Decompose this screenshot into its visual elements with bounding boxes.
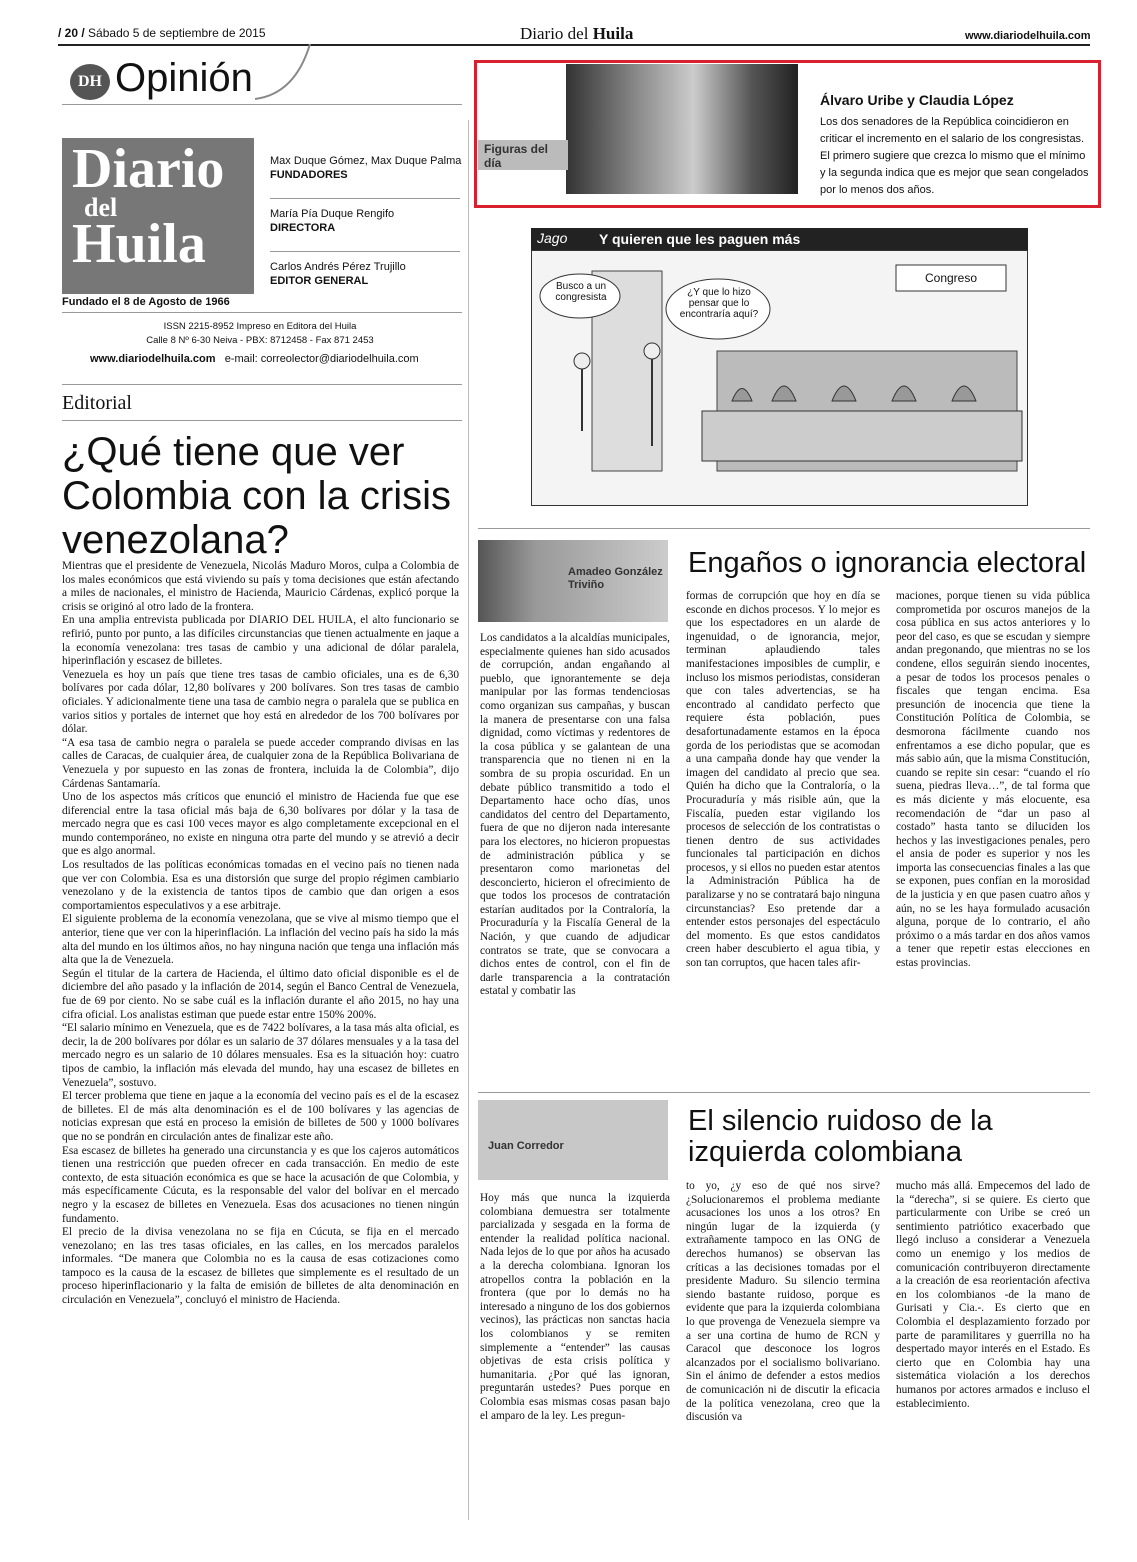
editorial-headline: ¿Qué tiene que ver Colombia con la crisis venezolana? [62,430,452,562]
page-number: 20 [64,26,79,40]
masthead-logo [62,138,254,294]
masthead-email[interactable]: e-mail: correolector@diariodelhuila.com [224,353,419,365]
speech-bubble-1: Busco a un congresista [555,281,607,303]
page-date-line: / 20 / Sábado 5 de septiembre de 2015 [58,26,266,40]
article1-col1: Los candidatos a la alcaldías municipales, especialmente quienes han sido acusados de corrupción, andan engañando al pueblo, que ignorantemente se deja manipular por las formas tendenciosas como organizan sus campañas, y buscan la manera de presentarse con una falsa dignidad, como víctimas y redentores de la cosa pública y se galantean de una transparencia que no tienen ni en la sombra de su propia oscuridad. En un debate público transmitido a todo el Departamento hace ocho días, unos candidatos del centro del Departamento, fuera de que no dijeron nada interesante para los electores, no hicieron propuestas de administración pública y se presentaron como marionetas del desconcierto, hicieron el ofrecimiento de que todos los procesos de contratación estarían auditados por la Contraloría, la Procuraduría y la Fiscalía General de la Nación, y que cuando de adjudicar contratos se trate, que se convocara a dichos entes de control, con el fin de darle transparencia a la contratación estatal y combatir las [480,632,670,998]
editorial-label-rule [62,420,462,421]
editorial-body [62,560,459,1520]
article2-title: El silencio ruidoso de la izquierda colombiana [688,1105,993,1168]
editor-role: EDITOR GENERAL [270,275,369,287]
masthead-line3: Huila [72,213,206,276]
editorial-paragraph: Venezuela es hoy un país que tiene tres tasas de cambio oficiales, una es de 6,30 bolívares por cada dólar, 12,80 bolívares y 200 bolívares. Son tres tasas de cambio oficiales. Y adicionalmente tiene una tasa de cambio negra o paralela que se publica en varios sitios y portales de internet que hoy está en alrededor de los 700 bolívares por dólar. [62,668,459,736]
article-separator [478,1092,1090,1093]
masthead-line1: Diario [72,138,225,200]
editorial-paragraph: Los resultados de las políticas económicas tomadas en el vecino país no tienen nada que ver con Colombia. Esa es una distorsión que surge del propio régimen cambiario venezolano y de la existencia de tantos tipos de cambio que dan origen a esos comportamientos especulativos y a ese arbitraje. [62,859,459,912]
contact-line [90,353,419,365]
director-role: DIRECTORA [270,222,336,234]
cartoon-author: Jago [537,230,568,246]
article2-author: Juan Corredor [488,1140,564,1152]
paper-name-bold: Huila [592,24,634,43]
cartoon-title: Y quieren que les paguen más [599,231,801,247]
paper-name-header [520,24,633,44]
cartoon-title-bar [531,228,1028,250]
issn-line: ISSN 2215-8952 Impreso en Editora del Huila [163,321,357,332]
staff-separator [270,198,460,199]
articles-top-rule [478,528,1090,529]
editorial-top-rule [62,384,462,385]
issue-date: Sábado 5 de septiembre de 2015 [88,26,266,40]
article1-col3: maciones, porque tienen su vida pública comprometida por oscuros manejos de la cosa pública en sus actos anteriores y lo peor del caso, es que se escudan y siempre andan pregonando, que mientras no se los condene, ellos seguirán siendo inocentes, a pesar de todos los procesos penales o fiscales que tengan encima. Esa presunción de inocencia que tiene la Constitución Política de Colombia, se desmorona fácilmente cuando nos enfrentamos a ese dicho popular, que es más sabio aún, que la misma Constitución, cuando se repite sin cesar: “cuando el río suena, piedras lleva…”, de tal forma que es más diciente y más elocuente, esa recomendación de “dar un paso al costado” hasta tanto se diluciden los hechos y las investigaciones penales, pero el ansia de poder es superior y nos les importa las consecuencias finales a las que se exponen, pues confían en la morosidad de la justicia y en que pasen cuatro años y aún, no se les haya formulado acusación alguna, porque de lo contrario, el año próximo o a más tardar en dos años vamos a tener que repetir estas elecciones en estas provincias. [896,590,1090,970]
article2-col3: mucho más allá. Empecemos del lado de la “derecha”, si se quiere. Es cierto que particularmente con Uribe se creó un sentimiento patriótico exacerbado que llegó incluso a considerar a Venezuela como un enemigo y los medios de comunicación contribuyeron directamente a la creación de esa reorientación afectiva en los colombianos -de la mano de Gurisati y Cia.-. Es cierto que en Colombia el desplazamiento forzado por parte de paramilitares y guerrilla no ha despertado mayor interés en el Estado. Es cierto que en Colombia hay una sistemática violación a los derechos humanos por actores armados e incluso el establecimiento. [896,1180,1090,1410]
figures-photo [566,64,798,194]
figures-names: Álvaro Uribe y Claudia López [820,92,1014,108]
founders-role: FUNDADORES [270,169,348,181]
editorial-paragraph: “El salario mínimo en Venezuela, que es de 7422 bolívares, a la tasa más alta oficial, es decir, la de 200 bolívares por dólar es un salario de 37 dólares mensuales y a la tasa del mercado negro es un salario de 10 dólares mensuales. Esa es la situación hoy: cuatro tipos de cambio, la inflación más elevada del mundo, hay una escasez de billetes en Venezuela”, sostuvo. [62,1022,459,1089]
editorial-paragraph: Mientras que el presidente de Venezuela, Nicolás Maduro Moros, culpa a Colombia de los males económicos que está viviendo su país y toma decisiones que están afectando a miles de nacionales, el ministro de Hacienda, Mauricio Cárdenas, explicó porque la crisis se originó al otro lado de la frontera. [62,560,459,613]
section-rule [62,104,462,105]
congreso-sign: Congreso [924,271,978,285]
editorial-paragraph: El tercer problema que tiene en jaque a la economía del vecino país es el de la escasez de billetes. El de más alta denominación es el de 100 bolívares y las agencias de noticias expresan que está en proceso la emisión de billetes de 500 y 1000 bolívares que no se pondrán en circulación antes de finalizar este año. [62,1090,459,1143]
article1-col2: formas de corrupción que hoy en día se esconde en dichos procesos. Y lo mejor es que los espectadores en un alarde de ingenuidad, o de ignorancia, mejor, terminan aplaudiendo tales manifestaciones imposibles de cumplir, e incluso los mismos periodistas, consideran que con tales advertencias, se ha encontrado al candidato perfecto que requiere ésta población, pues desafortunadamente estamos en la época gorda de los periodistas que se acomodan a una campaña donde hay que vender la imagen del candidato al precio que sea. Quién ha dicho que la Contraloría, o la Procuraduría y más risible aún, que la Fiscalía, pueden estar vigilando los procesos de selección de los contratistas o tienen dentro de sus actividades funcionales tal participación en dichos procesos, y si ellos no pueden estar atentos la Administración Pública ha de paralizarse y no se contratará bajo ninguna circunstancias? Eso pretende dar a entender estos personajes del espectáculo del momento. Es que estos candidatos creen haber descubierto el agua tibia, y son tan corruptos, que hacen tales afir- [686,590,880,970]
column-divider [468,120,469,1520]
cartoon-illustration [531,250,1028,506]
article1-author: Amadeo González Triviño [568,566,663,591]
section-corner-decoration [255,44,315,104]
figures-label: Figuras del día [478,140,568,170]
staff-separator [270,251,460,252]
editorial-paragraph: El precio de la divisa venezolana no se fija en Cúcuta, se fija en el mercado venezolano; en las tres tasas oficiales, en las calles, en los mercados paralelos informales. “De manera que Colombia no es la causa de esas cotizaciones como tampoco es la causa de la escasez de billetes que simplemente es el resultado de un proceso hiperinflacionario y la falta de emisión de billetes de alta denominación en circulación en Venezuela”, concluyó el ministro de Hacienda. [62,1226,459,1307]
masthead-line2: del [84,192,118,222]
editorial-paragraph: “A esa tasa de cambio negra o paralela se puede acceder comprando divisas en las calles de Caracas, de cualquier área, de cualquier zona de la República Bolivariana de Venezuela y por supuesto en las zonas de frontera, incluida la de Colombia”, dijo Cárdenas Santamaría. [62,736,459,790]
editorial-paragraph: Esa escasez de billetes ha generado una circunstancia y es que los cajeros automáticos tienen una restricción que pueden ofrecer en cada transacción. En medio de este contexto, de esta situación económica es que se hace la acusación de que Colombia, y más específicamente Cúcuta, es la responsable del valor del bolívar en el mercado negro y la escasez de billetes en Venezuela. Esas dos acusaciones no tienen ningún fundamento. [62,1144,459,1225]
staff-box [270,154,461,304]
section-title: Opinión [115,56,253,100]
editorial-paragraph: Según el titular de la cartera de Hacienda, el último dato oficial disponible es el de diciembre del año pasado y la inflación de 2014, según el Banco Central de Venezuela, fue de 69 por ciento. No se sabe cuál es la inflación durante el año 2015, no hay una cifra oficial. Los analistas estiman que puede estar entre 150% 200%. [62,967,459,1021]
director-name: María Pía Duque Rengifo [270,208,395,220]
article2-col1: Hoy más que nunca la izquierda colombiana demuestra ser totalmente parcializada y sesgada en la forma de entender la realidad política nacional. Nada lejos de lo que por años ha acusado a la derecha colombiana. Ignoran los atropellos contra la población en la frontera (que por lo demás no ha interesado a ninguno de los dos gobiernos vecinos), las prácticas non sanctas hacia los colombianos y se remiten simplemente a “entender” las causas objetivas de esta crisis política y humanitaria. ¿Por qué las ignoran, preguntarán ustedes? Pues porque en Colombia esas mismas cosas pasan bajo el amparo de la ley. Les pregun- [480,1192,670,1422]
figures-text: Los dos senadores de la República coincidieron en criticar el incremento en el salario de los congresistas. El primero sugiere que crezca lo mismo que el mínimo y la segunda indica que es mejor que sean congelados por lo menos dos años. [820,116,1089,196]
masthead-rule [62,312,462,313]
paper-name-prefix: Diario del [520,24,589,43]
editorial-paragraph: En una amplia entrevista publicada por DIARIO DEL HUILA, el alto funcionario se refirió, punto por punto, a las difíciles circunstancias que tienen actualmente en jaque a la economía venezolana: tres tasas de cambio y una adicional de dólar paralela, hiperinflación y escasez de billetes. [62,614,459,668]
header-rule [58,44,1090,46]
founded-line: Fundado el 8 de Agosto de 1966 [62,296,230,308]
header-website: www.diariodelhuila.com [965,30,1091,42]
address-line: Calle 8 Nº 6-30 Neiva - PBX: 8712458 - Fax 871 2453 [146,335,374,346]
dh-logo: DH [70,64,110,100]
article1-title: Engaños o ignorancia electoral [688,547,1087,579]
founders-names: Max Duque Gómez, Max Duque Palma [270,155,462,167]
editorial-paragraph: El siguiente problema de la economía venezolana, que se vive al mismo tiempo que el anterior, tiene que ver con la hiperinflación. La inflación del vecino país ha sido la más alta del mundo en los últimos años, no hay ninguna nación que tenga una inflación más alta que la de Venezuela. [62,913,459,967]
speech-bubble-2: ¿Y que lo hizo pensar que lo encontraría aquí? [679,287,759,320]
masthead-website[interactable]: www.diariodelhuila.com [90,353,216,365]
editor-name: Carlos Andrés Pérez Trujillo [270,261,406,273]
editorial-label: Editorial [62,392,132,414]
issn-block [60,320,460,348]
editorial-paragraph: Uno de los aspectos más críticos que enunció el ministro de Hacienda fue que ese diferencial entre la tasa oficial más baja de 6,30 bolívares por dólar y la tasa de mercado negra que es casi 100 veces mayor es algo completamente excepcional en el mundo contemporáneo, no existe en ninguna otra parte del mundo y se atrevió a decir que es algo anormal. [62,791,459,858]
article2-col2: to yo, ¿y eso de qué nos sirve? ¿Solucionaremos el problema mediante acusaciones los unos a los otros? En ningún lugar de la izquierda (y extrañamente tampoco en las ONG de derechos humanos) se observan las críticas a las decisiones tomadas por el presidente Maduro. Su silencio termina siendo bastante ruidoso, porque es evidente que para la izquierda colombiana lo que provenga de Venezuela siempre va a ser una cortina de humo de RCN y Caracol que desconoce los logros alcanzados por el socialismo bolivariano. Sin el ánimo de defender a estos medios de comunicación ni de discutir la eficacia de la política venezolana, creo que la discusión va [686,1180,880,1424]
